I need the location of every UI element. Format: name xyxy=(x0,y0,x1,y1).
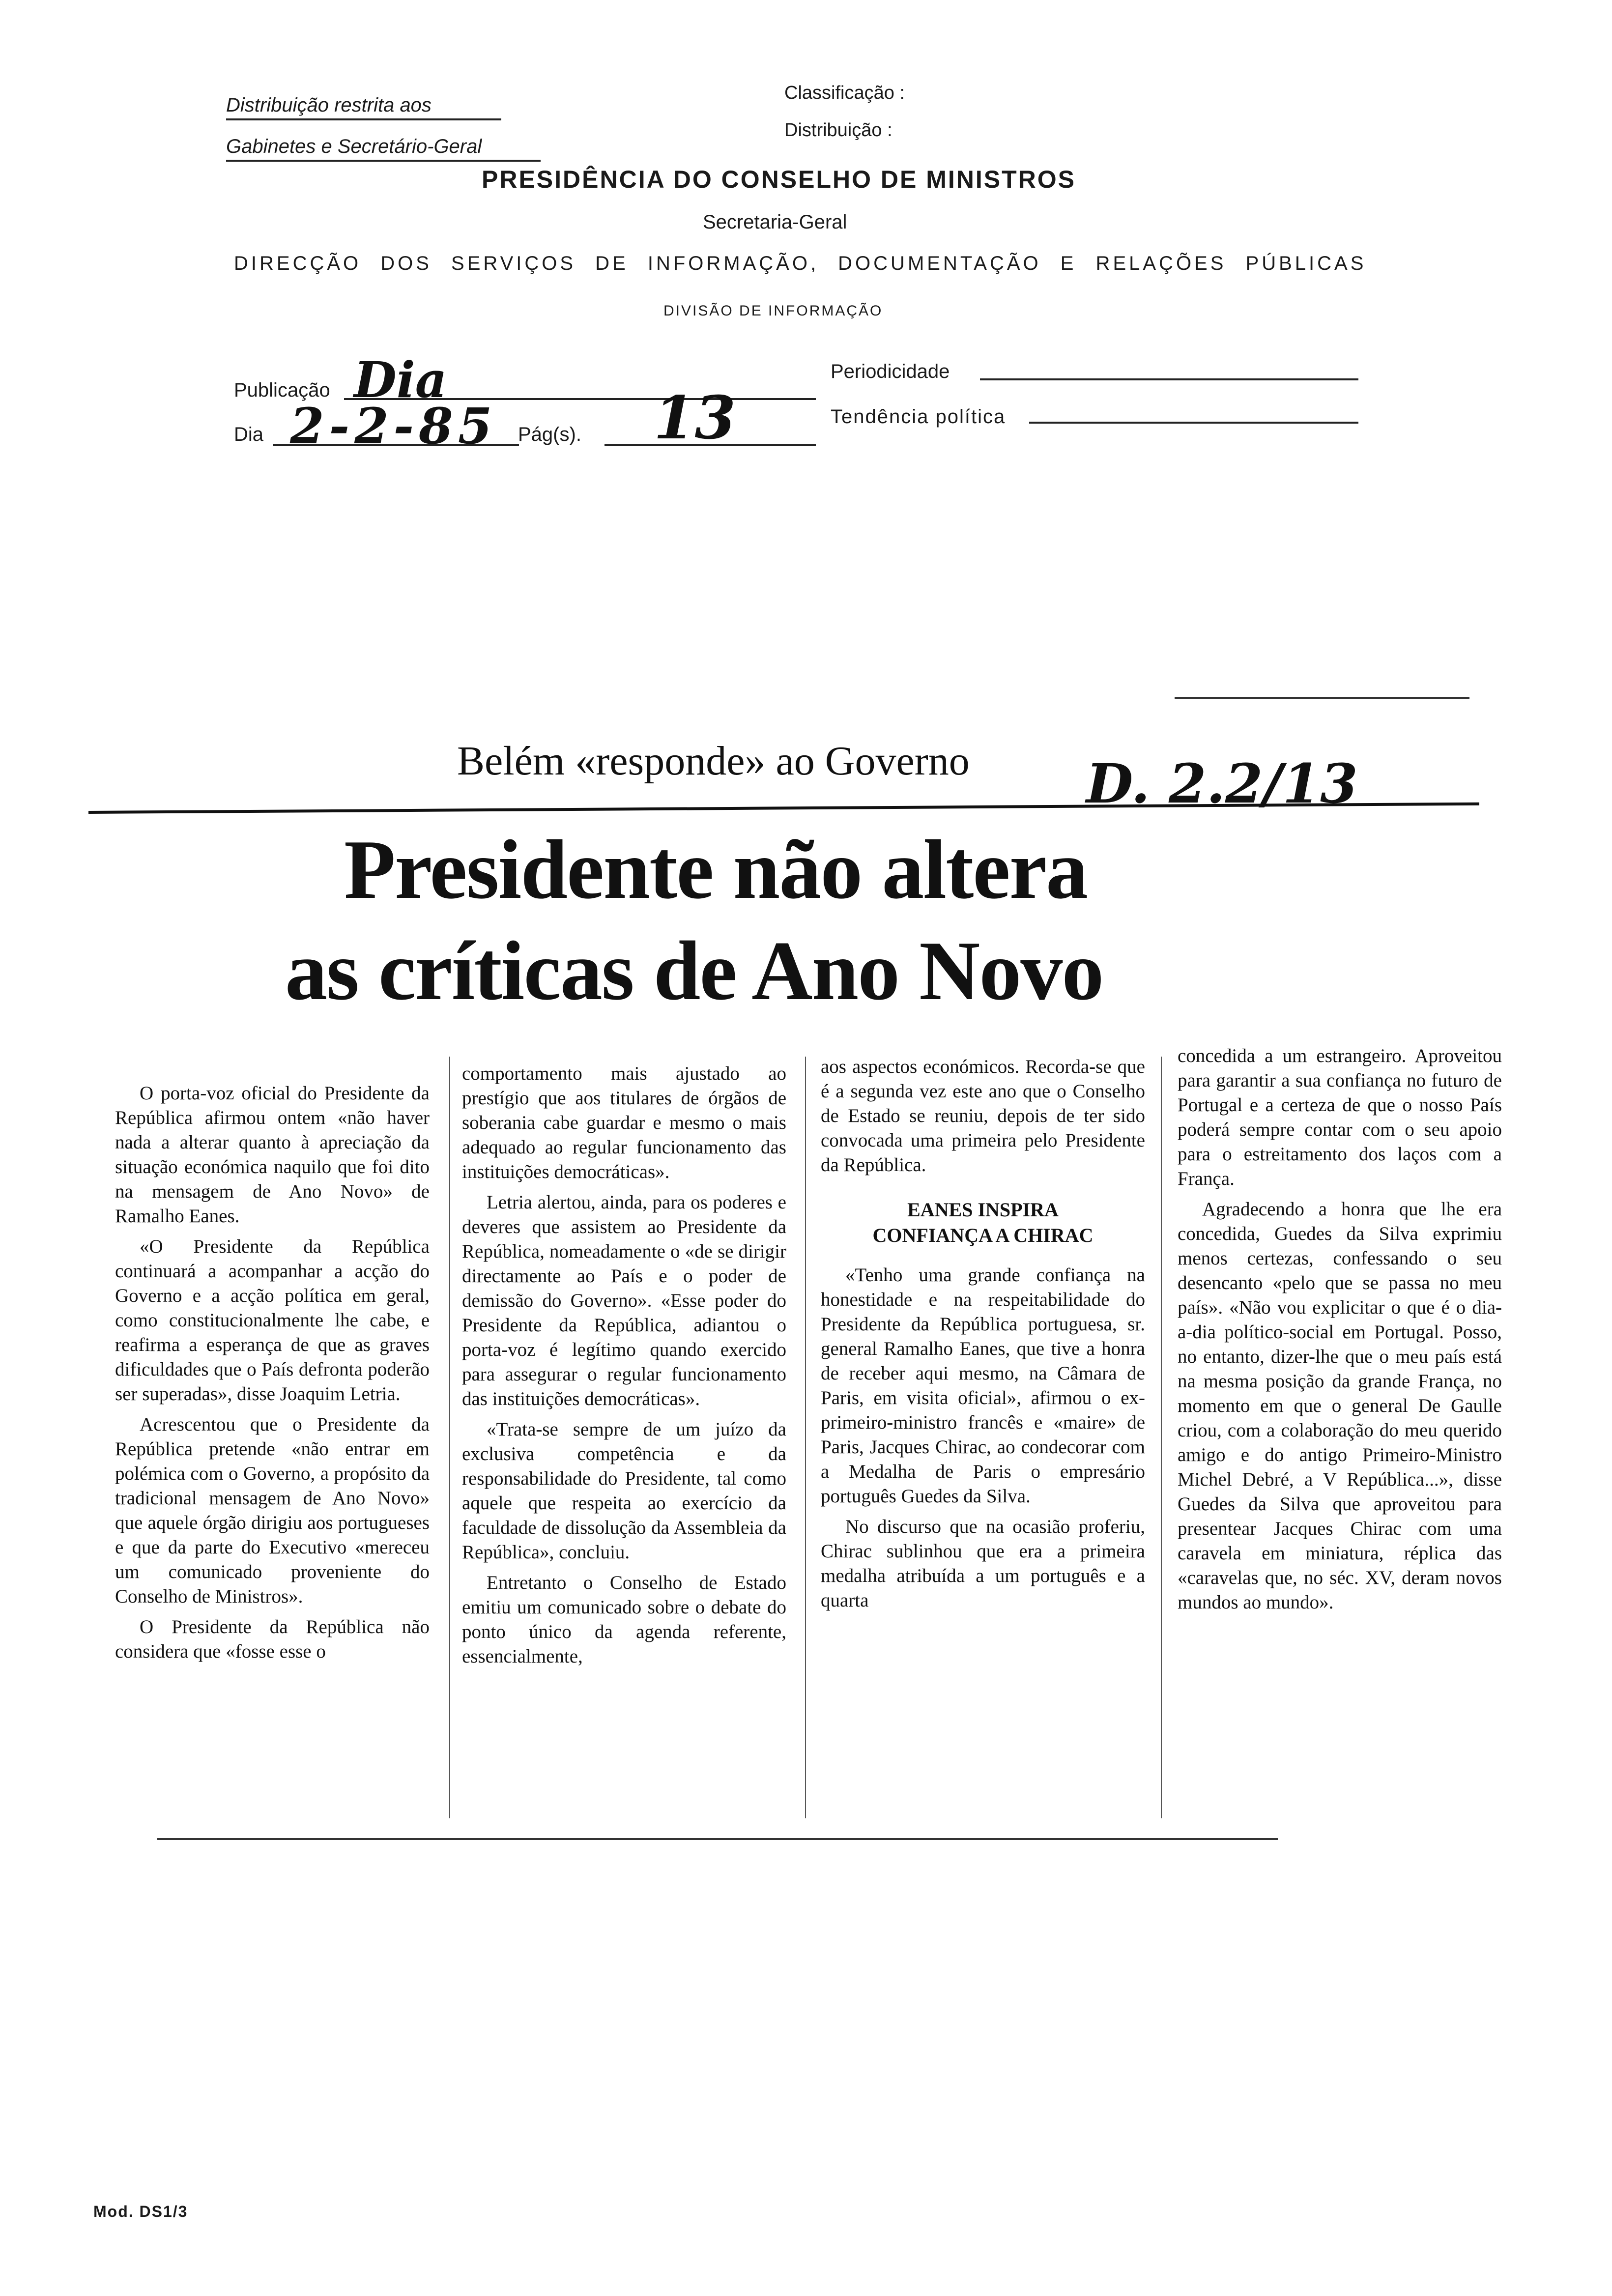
col1-paragraph: Acrescentou que o Presidente da República pretende «não entrar em polémica com o Governo, a propósito da tradicional mensagem de Ano Novo» que aquele órgão dirigiu aos portugueses e que da parte do Executivo «mereceu um comunicado proveniente do Conselho de Ministros». xyxy=(115,1414,430,1607)
col1-paragraph: O porta-voz oficial do Presidente da República afirmou ontem «não haver nada a alterar quanto à apreciação da situação económica naquilo que foi dito na mensagem de Ano Novo» de Ramalho Eanes. xyxy=(115,1083,430,1227)
periodicidade-line xyxy=(980,378,1358,380)
col2-paragraph: Entretanto o Conselho de Estado emitiu um comunicado sobre o debate do ponto único da agenda referente, essencialmente, xyxy=(462,1572,786,1667)
bottom-rule xyxy=(157,1838,1278,1840)
restricted-line2-text: Gabinetes e Secretário-Geral xyxy=(226,136,482,157)
distribuicao-label: Distribuição : xyxy=(784,120,892,141)
dia-label: Dia xyxy=(234,424,264,445)
col2-paragraph: comportamento mais ajustado ao prestígio que aos titulares de órgãos de soberania cabe guardar e mesmo o mais adequado ao regular funcionamento das instituições democráticas». xyxy=(462,1063,786,1182)
direccao-servicos: DIRECÇÃO DOS SERVIÇOS DE INFORMAÇÃO, DOCUMENTAÇÃO E RELAÇÕES PÚBLICAS xyxy=(234,253,1367,274)
col1-paragraph: O Presidente da República não considera que «fosse esse o xyxy=(115,1616,430,1662)
headline-line1: Presidente não altera xyxy=(344,823,1088,917)
tendencia-line xyxy=(1029,422,1358,424)
col3-paragraph: «Tenho uma grande confiança na honestidade e na respeitabilidade do Presidente da República portuguesa, sr. general Ramalho Eanes, que tive a honra de receber aqui mesmo, na Câmara de Paris, em visita oficial», afirmou o ex-primeiro-ministro francês e «maire» de Paris, Jacques Chirac, ao condecorar com a Medalha de Paris o empresário português Guedes da Silva. xyxy=(821,1264,1145,1507)
subhead xyxy=(821,1197,1145,1248)
org-title: PRESIDÊNCIA DO CONSELHO DE MINISTROS xyxy=(482,166,1076,193)
secretaria-geral: Secretaria-Geral xyxy=(703,211,847,233)
col3-paragraph: No discurso que na ocasião proferiu, Chirac sublinhou que era a primeira medalha atribuída a um português e a quarta xyxy=(821,1516,1145,1611)
classificacao-label: Classificação : xyxy=(784,83,905,103)
model-code: Mod. DS1/3 xyxy=(93,2203,188,2220)
pags-handwritten: 13 xyxy=(654,383,736,453)
publicacao-handwritten: Dia xyxy=(354,351,447,409)
col2-paragraph: Letria alertou, ainda, para os poderes e deveres que assistem ao Presidente da República, nomeadamente o «de se dirigir directamente ao País e o poder de demissão do Governo». «Esse poder do Presidente da República, adiantou o porta-voz é legítimo quando exercido para assegurar o regular funcionamento das instituições democráticas». xyxy=(462,1192,786,1409)
column-rule-1 xyxy=(449,1057,450,1818)
restricted-distribution-line1 xyxy=(226,94,501,120)
col1-paragraph: «O Presidente da República continuará a acompanhar a acção do Governo e a acção política em geral, como constitucionalmente lhe cabe, e reafirma a esperança de que as graves dificuldades que o País defronta poderão ser superadas», disse Joaquim Letria. xyxy=(115,1236,430,1405)
col2-paragraph: «Trata-se sempre de um juízo da exclusiva competência e da responsabilidade do Presidente, tal como aquele que respeita ao exercício da faculdade de dissolução da Assembleia da República», concluiu. xyxy=(462,1419,786,1563)
headline-line2: as críticas de Ano Novo xyxy=(285,924,1103,1018)
col3-intro: aos aspectos económicos. Recorda-se que é a segunda vez este ano que o Conselho de Estado se reuniu, depois de ter sido convocada uma primeira pelo Presidente da República. xyxy=(821,1056,1145,1176)
col4-paragraph: Agradecendo a honra que lhe era concedida, Guedes da Silva exprimiu menos certezas, confessando o seu desencanto «pelo que se passa no meu país». «Não vou explicitar o que é o dia-a-dia político-social em Portugal. Posso, no entanto, dizer-lhe que o meu país está na mesma posição da grande França, no momento em que o general De Gaulle criou, com a colaboração do meu querido amigo e do antigo Primeiro-Ministro Michel Debré, a V República...», disse Guedes da Silva que aproveitou para presentear Jacques Chirac com uma caravela em miniatura, réplica das «caravelas que, no séc. XV, deram novos mundos ao mundo». xyxy=(1178,1199,1502,1613)
publicacao-label: Publicação xyxy=(234,379,330,401)
divisao-informacao: DIVISÃO DE INFORMAÇÃO xyxy=(663,303,883,319)
column-rule-3 xyxy=(1161,1057,1162,1818)
article-column-4 xyxy=(1178,1044,1502,1621)
dia-handwritten: 2-2-85 xyxy=(290,397,497,455)
tendencia-label: Tendência política xyxy=(831,406,1006,428)
article-column-2 xyxy=(462,1062,786,1675)
article-column-3 xyxy=(821,1055,1145,1619)
subhead-line1: EANES INSPIRA xyxy=(907,1199,1059,1221)
handwritten-note: D. 2.2/13 xyxy=(1086,752,1358,815)
pags-label: Pág(s). xyxy=(518,424,581,445)
restricted-line1-text: Distribuição restrita aos xyxy=(226,94,432,116)
kicker: Belém «responde» ao Governo xyxy=(457,738,970,784)
subhead-line2: CONFIANÇA A CHIRAC xyxy=(872,1224,1094,1246)
restricted-distribution-line2 xyxy=(226,136,541,162)
article-column-1 xyxy=(115,1081,430,1670)
column-rule-2 xyxy=(805,1057,806,1818)
periodicidade-label: Periodicidade xyxy=(831,361,950,382)
col4-paragraph: concedida a um estrangeiro. Aproveitou para garantir a sua confiança no futuro de Portugal e a certeza de que o nosso País poderá sempre contar com o seu apoio para o estreitamento dos laços com a França. xyxy=(1178,1045,1502,1189)
top-rule-right xyxy=(1175,697,1469,699)
